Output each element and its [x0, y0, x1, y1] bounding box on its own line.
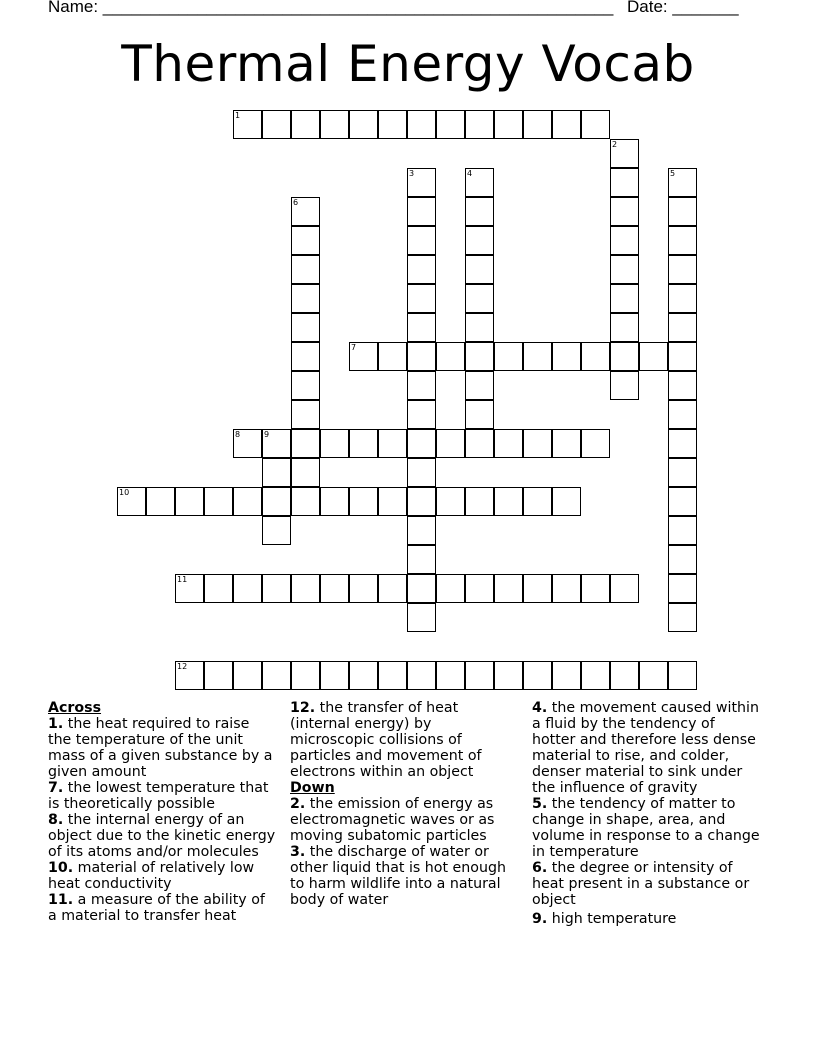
cell-number: 10: [119, 488, 130, 497]
crossword-cell[interactable]: [407, 603, 436, 632]
crossword-cell[interactable]: [523, 342, 552, 371]
crossword-cell[interactable]: [407, 574, 436, 603]
clue-text: a measure of the ability of a material to transfer heat: [48, 892, 265, 924]
crossword-cell[interactable]: [523, 574, 552, 603]
clue-number: 12.: [290, 700, 316, 716]
clue-across-8: [48, 812, 276, 860]
crossword-cell[interactable]: [291, 255, 320, 284]
crossword-cell[interactable]: [291, 110, 320, 139]
crossword-cell[interactable]: [465, 371, 494, 400]
clue-text: the degree or intensity of heat present in a substance or object: [532, 860, 750, 908]
clue-text: the tendency of matter to change in shape, area, and volume in response to a change in temperature: [532, 796, 760, 860]
crossword-cell[interactable]: [639, 661, 668, 690]
crossword-cell[interactable]: [465, 429, 494, 458]
clue-across-12: [290, 700, 518, 780]
crossword-cell[interactable]: [233, 110, 262, 139]
crossword-cell[interactable]: [320, 574, 349, 603]
crossword-cell[interactable]: [523, 487, 552, 516]
crossword-cell[interactable]: [581, 574, 610, 603]
cell-number: 7: [351, 343, 357, 352]
clue-across-1: [48, 716, 276, 780]
crossword-cell[interactable]: [668, 313, 697, 342]
crossword-cell[interactable]: [407, 400, 436, 429]
clues-column-2: [290, 700, 518, 908]
crossword-cell[interactable]: [668, 197, 697, 226]
crossword-cell[interactable]: [175, 574, 204, 603]
crossword-cell[interactable]: [494, 429, 523, 458]
crossword-cell[interactable]: [494, 342, 523, 371]
clue-number: 2.: [290, 796, 306, 812]
crossword-cell[interactable]: [407, 284, 436, 313]
clue-number: 1.: [48, 716, 64, 732]
cell-number: 8: [235, 430, 241, 439]
crossword-cell[interactable]: [668, 168, 697, 197]
crossword-cell[interactable]: [610, 168, 639, 197]
crossword-cell[interactable]: [465, 284, 494, 313]
clue-text: the heat required to raise the temperature of the unit mass of a given substance by a given amount: [48, 716, 273, 780]
crossword-cell[interactable]: [465, 487, 494, 516]
crossword-cell[interactable]: [262, 574, 291, 603]
crossword-cell[interactable]: [320, 661, 349, 690]
crossword-cell[interactable]: [523, 110, 552, 139]
crossword-cell[interactable]: [668, 458, 697, 487]
crossword-cell[interactable]: [581, 429, 610, 458]
crossword-cell[interactable]: [291, 429, 320, 458]
crossword-cell[interactable]: [262, 110, 291, 139]
cell-number: 1: [235, 111, 241, 120]
clue-text: the internal energy of an object due to the kinetic energy of its atoms and/or molecules: [48, 812, 276, 860]
crossword-cell[interactable]: [291, 226, 320, 255]
crossword-cell[interactable]: [291, 661, 320, 690]
crossword-cell[interactable]: [436, 574, 465, 603]
clue-number: 4.: [532, 700, 548, 716]
across-heading: Across: [48, 700, 102, 716]
crossword-cell[interactable]: [465, 313, 494, 342]
crossword-cell[interactable]: [668, 487, 697, 516]
crossword-cell[interactable]: [465, 342, 494, 371]
crossword-cell[interactable]: [378, 487, 407, 516]
clue-across-10: [48, 860, 276, 892]
crossword-cell[interactable]: [465, 226, 494, 255]
crossword-cell[interactable]: [668, 429, 697, 458]
crossword-cell[interactable]: [378, 110, 407, 139]
crossword-cell[interactable]: [291, 342, 320, 371]
cell-number: 4: [467, 169, 473, 178]
crossword-cell[interactable]: [407, 342, 436, 371]
crossword-cell[interactable]: [581, 661, 610, 690]
crossword-cell[interactable]: [291, 197, 320, 226]
crossword-cell[interactable]: [117, 487, 146, 516]
clue-text: the movement caused within a fluid by the tendency of hotter and therefore less dense material to rise, and colder, denser material to sink under the influence of gravity: [532, 700, 759, 796]
crossword-cell[interactable]: [668, 516, 697, 545]
clue-text: the transfer of heat (internal energy) by microscopic collisions of particles and movement of electrons within an object: [290, 700, 482, 780]
crossword-cell[interactable]: [668, 255, 697, 284]
puzzle-title: Thermal Energy Vocab: [121, 35, 695, 93]
clue-down-3: [290, 844, 518, 908]
crossword-cell[interactable]: [262, 429, 291, 458]
crossword-cell[interactable]: [610, 284, 639, 313]
cell-number: 6: [293, 198, 299, 207]
crossword-cell[interactable]: [407, 197, 436, 226]
clue-down-2: [290, 796, 518, 844]
crossword-cell[interactable]: [407, 255, 436, 284]
crossword-cell[interactable]: [378, 342, 407, 371]
crossword-cell[interactable]: [523, 429, 552, 458]
crossword-cell[interactable]: [494, 661, 523, 690]
crossword-cell[interactable]: [465, 574, 494, 603]
clue-down-5: [532, 796, 760, 860]
crossword-cell[interactable]: [407, 313, 436, 342]
crossword-cell[interactable]: [668, 661, 697, 690]
crossword-cell[interactable]: [291, 284, 320, 313]
crossword-cell[interactable]: [349, 487, 378, 516]
crossword-cell[interactable]: [262, 516, 291, 545]
crossword-cell[interactable]: [407, 371, 436, 400]
crossword-cell[interactable]: [378, 661, 407, 690]
crossword-cell[interactable]: [262, 458, 291, 487]
crossword-cell[interactable]: [349, 110, 378, 139]
crossword-cell[interactable]: [233, 661, 262, 690]
clue-number: 7.: [48, 780, 64, 796]
crossword-cell[interactable]: [465, 255, 494, 284]
clue-text: the discharge of water or other liquid that is hot enough to harm wildlife into a natural body of water: [290, 844, 506, 908]
clue-down-9: [532, 911, 760, 927]
crossword-cell[interactable]: [262, 661, 291, 690]
crossword-cell[interactable]: [204, 487, 233, 516]
clue-across-11: [48, 892, 276, 924]
crossword-cell[interactable]: [407, 110, 436, 139]
crossword-cell[interactable]: [407, 661, 436, 690]
crossword-cell[interactable]: [639, 342, 668, 371]
crossword-cell[interactable]: [349, 429, 378, 458]
crossword-cell[interactable]: [494, 574, 523, 603]
crossword-cell[interactable]: [610, 255, 639, 284]
crossword-cell[interactable]: [407, 458, 436, 487]
crossword-cell[interactable]: [610, 313, 639, 342]
crossword-cell[interactable]: [407, 545, 436, 574]
clue-number: 9.: [532, 911, 548, 927]
crossword-cell[interactable]: [291, 313, 320, 342]
clue-across-7: [48, 780, 276, 812]
crossword-cell[interactable]: [465, 661, 494, 690]
crossword-cell[interactable]: [349, 574, 378, 603]
crossword-cell[interactable]: [610, 574, 639, 603]
crossword-cell[interactable]: [407, 516, 436, 545]
crossword-cell[interactable]: [494, 487, 523, 516]
crossword-cell[interactable]: [436, 342, 465, 371]
crossword-cell[interactable]: [407, 429, 436, 458]
crossword-cell[interactable]: [407, 168, 436, 197]
crossword-cell[interactable]: [436, 487, 465, 516]
crossword-cell[interactable]: [436, 429, 465, 458]
cell-number: 9: [264, 430, 270, 439]
crossword-cell[interactable]: [291, 487, 320, 516]
clue-down-4: [532, 700, 760, 796]
crossword-cell[interactable]: [378, 574, 407, 603]
crossword-cell[interactable]: [465, 110, 494, 139]
clue-number: 5.: [532, 796, 548, 812]
crossword-cell[interactable]: [552, 574, 581, 603]
clue-number: 10.: [48, 860, 74, 876]
crossword-cell[interactable]: [668, 545, 697, 574]
crossword-cell[interactable]: [581, 342, 610, 371]
crossword-cell[interactable]: [233, 429, 262, 458]
crossword-cell[interactable]: [581, 110, 610, 139]
crossword-cell[interactable]: [668, 603, 697, 632]
crossword-cell[interactable]: [291, 371, 320, 400]
crossword-cell[interactable]: [233, 574, 262, 603]
crossword-cell[interactable]: [320, 429, 349, 458]
crossword-cell[interactable]: [204, 661, 233, 690]
crossword-cell[interactable]: [436, 110, 465, 139]
crossword-cell[interactable]: [465, 168, 494, 197]
cell-number: 11: [177, 575, 188, 584]
crossword-cell[interactable]: [320, 487, 349, 516]
crossword-cell[interactable]: [349, 661, 378, 690]
crossword-cell[interactable]: [436, 661, 465, 690]
crossword-cell[interactable]: [668, 284, 697, 313]
crossword-cell[interactable]: [668, 371, 697, 400]
cell-number: 2: [612, 140, 618, 149]
date-field-label: Date: _______: [627, 0, 739, 16]
crossword-cell[interactable]: [494, 110, 523, 139]
crossword-cell[interactable]: [552, 429, 581, 458]
cell-number: 5: [670, 169, 676, 178]
crossword-cell[interactable]: [291, 400, 320, 429]
clues-column-3: [532, 700, 760, 927]
crossword-cell[interactable]: [668, 574, 697, 603]
crossword-cell[interactable]: [668, 342, 697, 371]
crossword-cell[interactable]: [610, 139, 639, 168]
crossword-cell[interactable]: [610, 197, 639, 226]
crossword-cell[interactable]: [233, 487, 262, 516]
clue-number: 11.: [48, 892, 74, 908]
crossword-cell[interactable]: [465, 197, 494, 226]
crossword-cell[interactable]: [349, 342, 378, 371]
down-heading: Down: [290, 780, 335, 796]
clue-number: 8.: [48, 812, 64, 828]
clue-number: 3.: [290, 844, 306, 860]
crossword-cell[interactable]: [552, 661, 581, 690]
crossword-cell[interactable]: [291, 458, 320, 487]
crossword-cell[interactable]: [320, 110, 349, 139]
crossword-cell[interactable]: [204, 574, 233, 603]
cell-number: 12: [177, 662, 188, 671]
crossword-cell[interactable]: [407, 226, 436, 255]
crossword-cell[interactable]: [407, 487, 436, 516]
crossword-cell[interactable]: [610, 661, 639, 690]
clue-number: 6.: [532, 860, 548, 876]
crossword-cell[interactable]: [175, 661, 204, 690]
crossword-cell[interactable]: [523, 661, 552, 690]
crossword-cell[interactable]: [552, 110, 581, 139]
crossword-cell[interactable]: [262, 487, 291, 516]
crossword-cell[interactable]: [146, 487, 175, 516]
crossword-cell[interactable]: [668, 400, 697, 429]
crossword-cell[interactable]: [552, 342, 581, 371]
crossword-cell[interactable]: [668, 226, 697, 255]
crossword-cell[interactable]: [378, 429, 407, 458]
name-field-label: Name: ______________________________________________________: [48, 0, 614, 16]
crossword-cell[interactable]: [610, 226, 639, 255]
crossword-cell[interactable]: [610, 371, 639, 400]
clue-text: the lowest temperature that is theoretically possible: [48, 780, 269, 812]
crossword-cell[interactable]: [291, 574, 320, 603]
clue-text: material of relatively low heat conductivity: [48, 860, 255, 892]
clue-text: high temperature: [551, 911, 677, 927]
clues-column-1: [48, 700, 276, 924]
crossword-cell[interactable]: [552, 487, 581, 516]
crossword-cell[interactable]: [465, 400, 494, 429]
cell-number: 3: [409, 169, 415, 178]
crossword-cell[interactable]: [175, 487, 204, 516]
clue-text: the emission of energy as electromagnetic waves or as moving subatomic particles: [290, 796, 495, 844]
clue-down-6: [532, 860, 760, 908]
crossword-cell[interactable]: [610, 342, 639, 371]
